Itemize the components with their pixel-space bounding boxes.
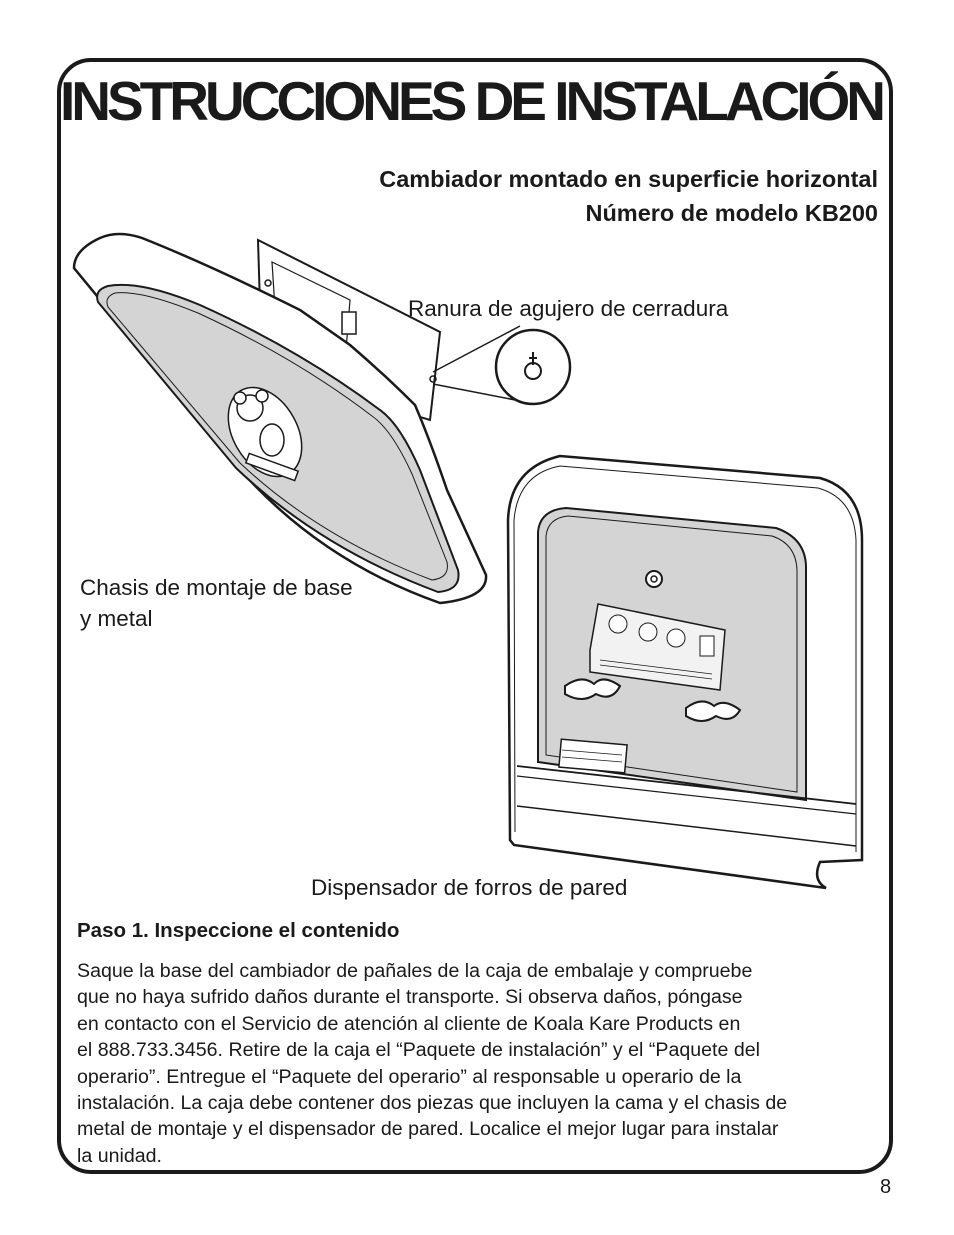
subtitle-product-type: Cambiador montado en superficie horizontal — [379, 166, 878, 192]
step-1-line: la unidad. — [77, 1144, 162, 1167]
page-number: 8 — [880, 1176, 892, 1198]
step-1-line: el 888.733.3456. Retire de la caja el “Paquete de instalación” y el “Paquete del — [77, 1039, 760, 1062]
step-1-line: instalación. La caja debe contener dos piezas que incluyen la cama y el chasis de — [77, 1092, 788, 1115]
keyhole-callout — [433, 326, 570, 404]
chassis-label — [80, 572, 353, 634]
step-1-line: Saque la base del cambiador de pañales de la caja de embalaje y compruebe — [77, 960, 753, 982]
step-1-line: que no haya sufrido daños durante el transporte. Si observa daños, póngase — [77, 986, 743, 1009]
step-1-body — [77, 958, 887, 1169]
dispenser-label: Dispensador de forros de pared — [311, 875, 628, 900]
step-1-line: operario”. Entregue el “Paquete del operario” al responsable u operario de la — [77, 1065, 742, 1088]
page-title: INSTRUCCIONES DE INSTALACIÓN — [60, 70, 883, 132]
keyhole-slot-label: Ranura de agujero de cerradura — [408, 296, 729, 321]
liner-slot-right — [686, 701, 740, 721]
chassis-label-line1: Chasis de montaje de base — [80, 575, 353, 600]
step-1-heading: Paso 1. Inspeccione el contenido — [77, 919, 400, 942]
chassis-label-line2: y metal — [80, 606, 153, 631]
subtitle-model-number: Número de modelo KB200 — [585, 200, 878, 226]
wall-liner-dispenser — [508, 456, 862, 888]
liner-slot-left — [565, 679, 620, 699]
step-1-line: en contacto con el Servicio de atención al cliente de Koala Kare Products en — [77, 1012, 741, 1035]
step-1-line: metal de montaje y el dispensador de pared. Localice el mejor lugar para instalar — [77, 1118, 779, 1141]
